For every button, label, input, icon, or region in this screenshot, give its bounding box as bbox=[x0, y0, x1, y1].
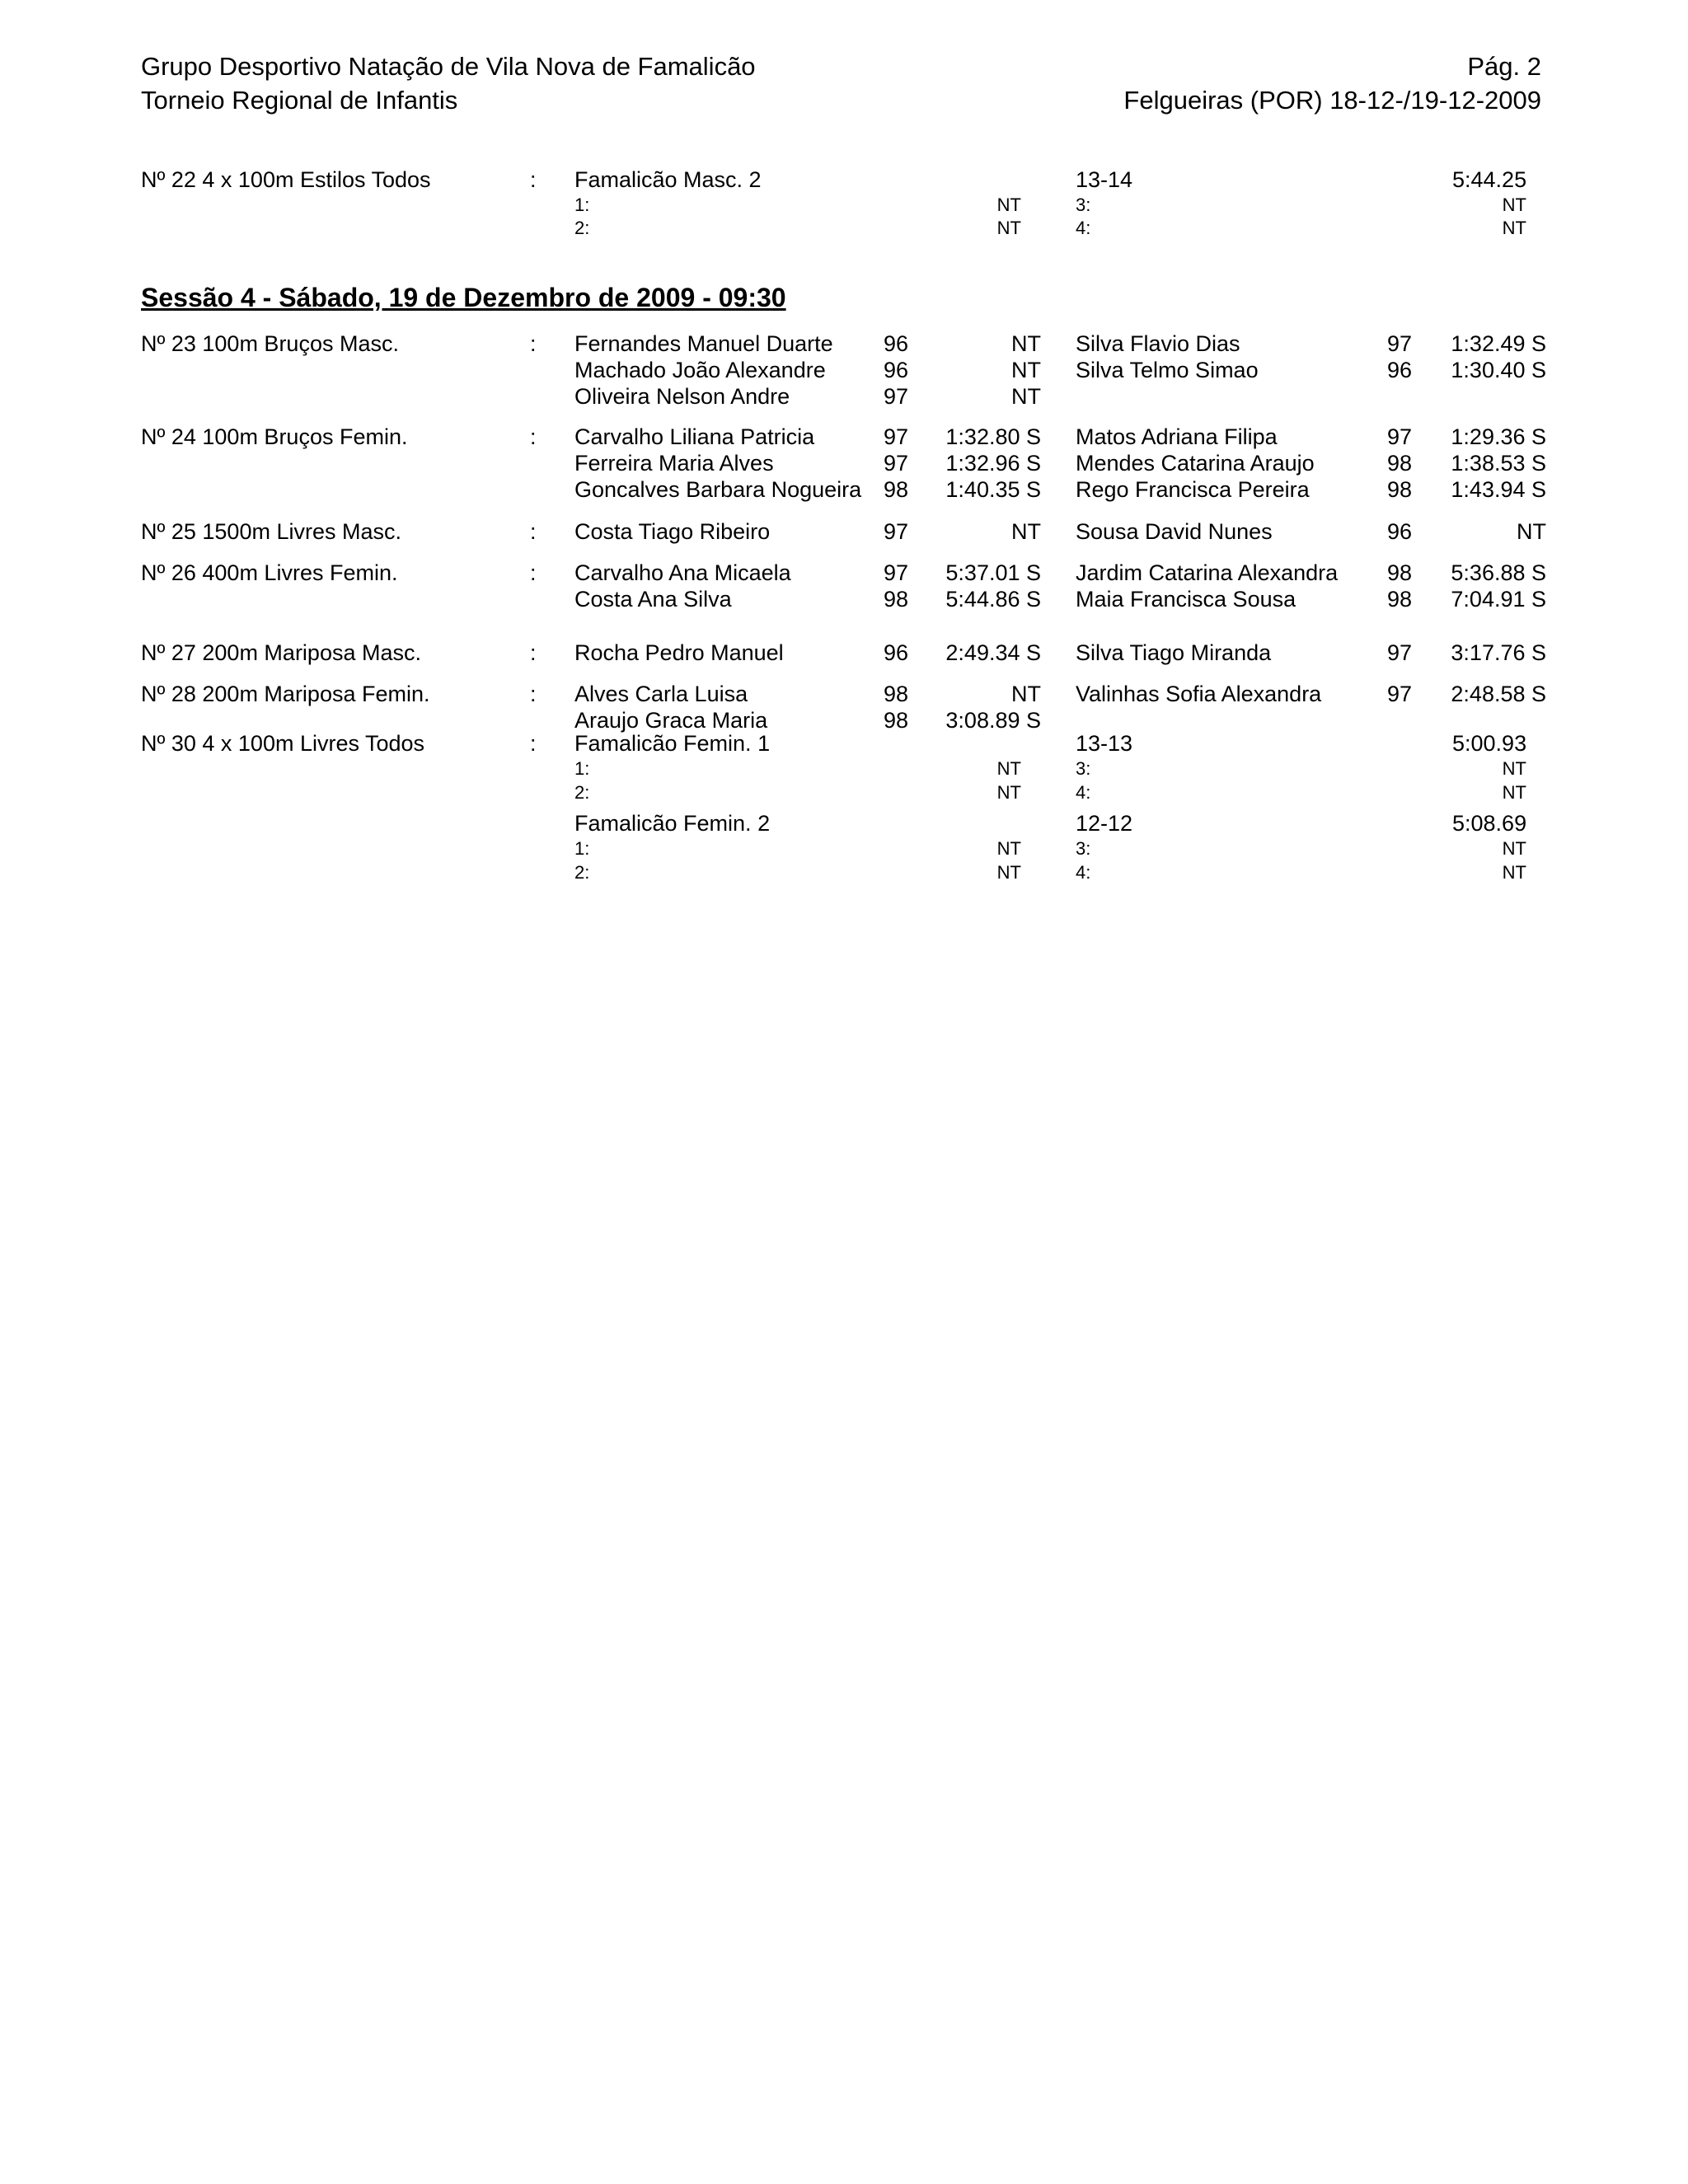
swimmer-name: Mendes Catarina Araujo bbox=[1076, 451, 1315, 476]
event-label: Nº 28 200m Mariposa Femin. bbox=[141, 682, 430, 706]
swimmer-name: Araujo Graca Maria bbox=[574, 708, 768, 733]
entry-time: NT bbox=[1011, 358, 1041, 382]
birth-year: 96 bbox=[1387, 519, 1413, 544]
entry-time: 7:04.91 S bbox=[1451, 587, 1546, 612]
birth-year: 96 bbox=[884, 640, 909, 665]
relay-team: Famalicão Femin. 2 bbox=[574, 811, 771, 836]
birth-year: 96 bbox=[884, 331, 909, 356]
swimmer-name: Silva Tiago Miranda bbox=[1076, 640, 1272, 665]
entry-time: 1:29.36 S bbox=[1451, 424, 1546, 449]
birth-year: 97 bbox=[1387, 682, 1413, 706]
event-label: Nº 30 4 x 100m Livres Todos bbox=[141, 731, 425, 756]
birth-year: 97 bbox=[884, 451, 909, 476]
entry-time: NT bbox=[1011, 519, 1041, 544]
entry-time: 1:43.94 S bbox=[1451, 477, 1546, 502]
swimmer-name: Maia Francisca Sousa bbox=[1076, 587, 1296, 612]
relay-leg-time: NT bbox=[996, 758, 1021, 779]
entry-time: NT bbox=[1011, 384, 1041, 409]
entry-time: NT bbox=[1517, 519, 1546, 544]
birth-year: 98 bbox=[884, 708, 909, 733]
relay-leg-time: NT bbox=[1502, 782, 1526, 803]
relay-team: Famalicão Masc. 2 bbox=[574, 167, 762, 192]
event-label: Nº 23 100m Bruços Masc. bbox=[141, 331, 399, 356]
birth-year: 97 bbox=[884, 424, 909, 449]
page-number: Pág. 2 bbox=[1467, 52, 1541, 81]
swimmer-name: Alves Carla Luisa bbox=[574, 682, 748, 706]
relay-leg-label: 3: bbox=[1076, 194, 1091, 215]
event-colon: : bbox=[530, 331, 537, 356]
swimmer-name: Silva Flavio Dias bbox=[1076, 331, 1240, 356]
swimmer-name: Jardim Catarina Alexandra bbox=[1076, 560, 1339, 585]
relay-age-group: 13-14 bbox=[1076, 167, 1133, 192]
relay-leg-label: 4: bbox=[1076, 782, 1091, 803]
relay-team: Famalicão Femin. 1 bbox=[574, 731, 771, 756]
swimmer-name: Valinhas Sofia Alexandra bbox=[1076, 682, 1322, 706]
event-label: Nº 27 200m Mariposa Masc. bbox=[141, 640, 421, 665]
swimmer-name: Carvalho Ana Micaela bbox=[574, 560, 791, 585]
relay-leg-time: NT bbox=[1502, 218, 1526, 238]
birth-year: 97 bbox=[1387, 424, 1413, 449]
relay-leg-label: 1: bbox=[574, 838, 590, 859]
session-heading: Sessão 4 - Sábado, 19 de Dezembro de 2009 - 09:30 bbox=[141, 283, 786, 312]
venue-dates: Felgueiras (POR) 18-12-/19-12-2009 bbox=[1123, 86, 1541, 115]
birth-year: 98 bbox=[884, 477, 909, 502]
entry-time: 2:49.34 S bbox=[945, 640, 1041, 665]
relay-leg-label: 1: bbox=[574, 194, 590, 215]
birth-year: 98 bbox=[1387, 560, 1413, 585]
entry-time: 5:36.88 S bbox=[1451, 560, 1546, 585]
relay-leg-label: 3: bbox=[1076, 838, 1091, 859]
entry-time: 3:08.89 S bbox=[945, 708, 1041, 733]
birth-year: 96 bbox=[884, 358, 909, 382]
relay-leg-label: 2: bbox=[574, 862, 590, 883]
swimmer-name: Rego Francisca Pereira bbox=[1076, 477, 1310, 502]
entry-time: 5:37.01 S bbox=[945, 560, 1041, 585]
swimmer-name: Matos Adriana Filipa bbox=[1076, 424, 1278, 449]
relay-leg-time: NT bbox=[996, 218, 1021, 238]
relay-time: 5:00.93 bbox=[1452, 731, 1527, 756]
entry-time: 1:32.80 S bbox=[945, 424, 1041, 449]
event-colon: : bbox=[530, 640, 537, 665]
relay-leg-label: 4: bbox=[1076, 862, 1091, 883]
entry-time: 1:32.96 S bbox=[945, 451, 1041, 476]
relay-leg-label: 2: bbox=[574, 782, 590, 803]
event-label: Nº 25 1500m Livres Masc. bbox=[141, 519, 401, 544]
birth-year: 98 bbox=[884, 682, 909, 706]
relay-leg-time: NT bbox=[996, 862, 1021, 883]
event-colon: : bbox=[530, 519, 537, 544]
swimmer-name: Fernandes Manuel Duarte bbox=[574, 331, 833, 356]
swimmer-name: Costa Tiago Ribeiro bbox=[574, 519, 771, 544]
relay-leg-time: NT bbox=[1502, 194, 1526, 215]
birth-year: 97 bbox=[1387, 640, 1413, 665]
relay-leg-time: NT bbox=[996, 838, 1021, 859]
entry-time: 2:48.58 S bbox=[1451, 682, 1546, 706]
event-label: Nº 24 100m Bruços Femin. bbox=[141, 424, 408, 449]
relay-leg-time: NT bbox=[1502, 862, 1526, 883]
birth-year: 97 bbox=[1387, 331, 1413, 356]
swimmer-name: Sousa David Nunes bbox=[1076, 519, 1273, 544]
relay-age-group: 13-13 bbox=[1076, 731, 1133, 756]
relay-leg-time: NT bbox=[1502, 758, 1526, 779]
event-colon: : bbox=[530, 731, 537, 756]
birth-year: 96 bbox=[1387, 358, 1413, 382]
birth-year: 98 bbox=[1387, 587, 1413, 612]
relay-leg-time: NT bbox=[1502, 838, 1526, 859]
event-colon: : bbox=[530, 167, 537, 192]
event-colon: : bbox=[530, 424, 537, 449]
birth-year: 98 bbox=[884, 587, 909, 612]
entry-time: 3:17.76 S bbox=[1451, 640, 1546, 665]
relay-leg-label: 2: bbox=[574, 218, 590, 238]
event-colon: : bbox=[530, 560, 537, 585]
club-name: Grupo Desportivo Natação de Vila Nova de Famalicão bbox=[141, 52, 756, 81]
relay-time: 5:44.25 bbox=[1452, 167, 1527, 192]
relay-leg-label: 1: bbox=[574, 758, 590, 779]
relay-leg-time: NT bbox=[996, 782, 1021, 803]
relay-age-group: 12-12 bbox=[1076, 811, 1133, 836]
event-colon: : bbox=[530, 682, 537, 706]
event-label: Nº 22 4 x 100m Estilos Todos bbox=[141, 167, 431, 192]
entry-time: NT bbox=[1011, 682, 1041, 706]
swimmer-name: Goncalves Barbara Nogueira bbox=[574, 477, 862, 502]
relay-leg-time: NT bbox=[996, 194, 1021, 215]
birth-year: 98 bbox=[1387, 451, 1413, 476]
birth-year: 97 bbox=[884, 384, 909, 409]
entry-time: 5:44.86 S bbox=[945, 587, 1041, 612]
entry-time: 1:30.40 S bbox=[1451, 358, 1546, 382]
entry-time: NT bbox=[1011, 331, 1041, 356]
swimmer-name: Carvalho Liliana Patricia bbox=[574, 424, 815, 449]
swimmer-name: Silva Telmo Simao bbox=[1076, 358, 1259, 382]
relay-leg-label: 3: bbox=[1076, 758, 1091, 779]
swimmer-name: Costa Ana Silva bbox=[574, 587, 732, 612]
event-label: Nº 26 400m Livres Femin. bbox=[141, 560, 398, 585]
birth-year: 97 bbox=[884, 560, 909, 585]
swimmer-name: Oliveira Nelson Andre bbox=[574, 384, 790, 409]
swimmer-name: Ferreira Maria Alves bbox=[574, 451, 774, 476]
entry-time: 1:38.53 S bbox=[1451, 451, 1546, 476]
relay-time: 5:08.69 bbox=[1452, 811, 1527, 836]
swimmer-name: Rocha Pedro Manuel bbox=[574, 640, 784, 665]
meet-name: Torneio Regional de Infantis bbox=[141, 86, 458, 115]
entry-time: 1:40.35 S bbox=[945, 477, 1041, 502]
relay-leg-label: 4: bbox=[1076, 218, 1091, 238]
swimmer-name: Machado João Alexandre bbox=[574, 358, 826, 382]
entry-time: 1:32.49 S bbox=[1451, 331, 1546, 356]
birth-year: 97 bbox=[884, 519, 909, 544]
birth-year: 98 bbox=[1387, 477, 1413, 502]
